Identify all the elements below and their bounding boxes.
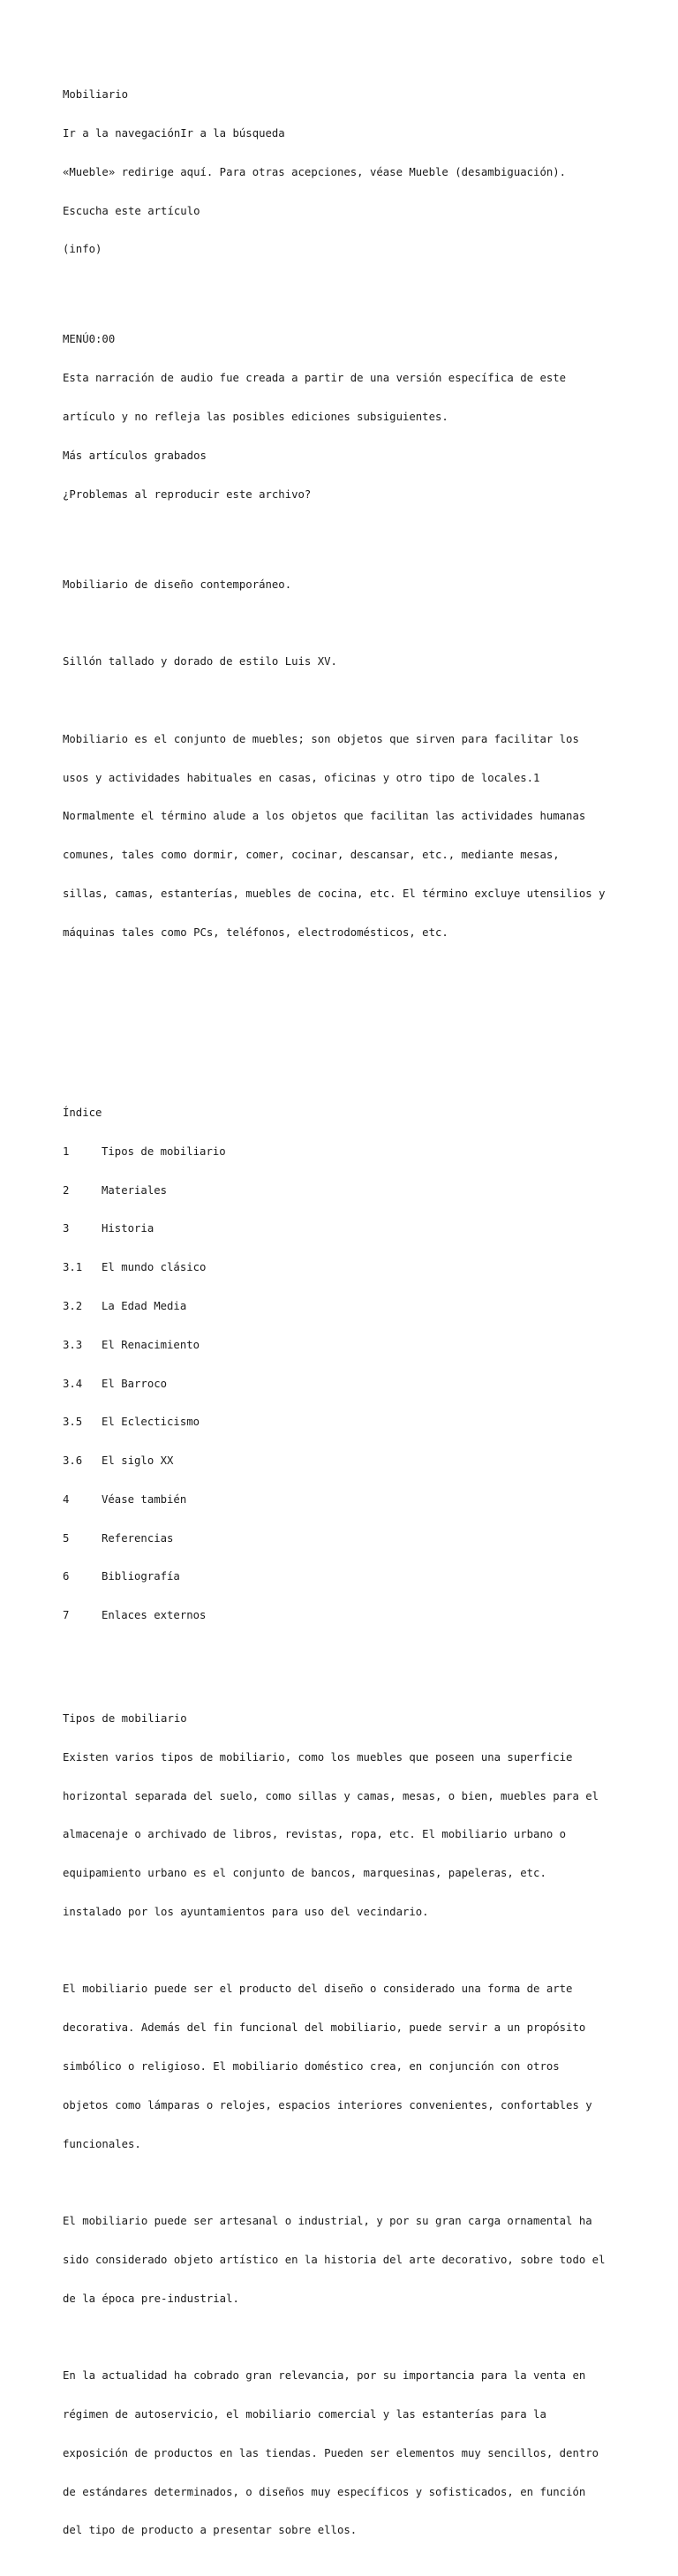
toc-number: 3.1 — [63, 1261, 83, 1274]
toc-number: 3.3 — [63, 1338, 83, 1351]
spacer — [63, 282, 672, 295]
paragraph-line: almacenaje o archivado de libros, revistas, ropa, etc. El mobiliario urbano o — [63, 1828, 567, 1841]
toc-number: 6 — [63, 1570, 70, 1583]
toc-number: 3.6 — [63, 1454, 83, 1468]
more-recorded-link[interactable]: Más artículos grabados — [63, 449, 207, 462]
redirect-note: «Mueble» redirige aquí. Para otras acepciones, véase Mueble (desambiguación). — [63, 165, 567, 178]
spacer — [63, 526, 672, 540]
toc-number: 1 — [63, 1144, 70, 1158]
toc-item[interactable] — [63, 1378, 672, 1391]
toc-label: La Edad Media — [102, 1300, 187, 1312]
spacer — [63, 991, 672, 1004]
toc-item[interactable] — [63, 1261, 672, 1274]
toc-item[interactable] — [63, 1145, 672, 1159]
paragraph-line: equipamiento urbano es el conjunto de bancos, marquesinas, papeleras, etc. — [63, 1867, 546, 1880]
toc-number: 3.4 — [63, 1377, 83, 1390]
paragraph-line: sillas, camas, estanterías, muebles de cocina, etc. El término excluye utensilios y — [63, 888, 606, 900]
spacer — [63, 1945, 672, 1958]
toc-label: El Eclecticismo — [102, 1416, 200, 1429]
spacer — [63, 2176, 672, 2189]
toc-item[interactable] — [63, 1454, 672, 1468]
paragraph-line: máquinas tales como PCs, teléfonos, electrodomésticos, etc. — [63, 925, 448, 939]
image-caption: Sillón tallado y dorado de estilo Luis XV. — [63, 655, 337, 669]
info-link[interactable]: (info) — [63, 243, 102, 256]
spacer — [63, 617, 672, 631]
audio-problems-link[interactable]: ¿Problemas al reproducir este archivo? — [63, 487, 312, 501]
audio-menu-time[interactable]: MENÚ0:00 — [63, 333, 116, 346]
paragraph-line: comunes, tales como dormir, comer, cocinar, descansar, etc., mediante mesas, — [63, 849, 560, 862]
paragraph-line: Existen varios tipos de mobiliario, como los muebles que poseen una superficie — [63, 1750, 573, 1764]
toc-item[interactable] — [63, 1609, 672, 1622]
toc-item[interactable] — [63, 1184, 672, 1197]
paragraph-line: El mobiliario puede ser el producto del diseño o considerado una forma de arte — [63, 1983, 573, 1996]
toc-label: Historia — [102, 1222, 154, 1235]
toc-label: El mundo clásico — [102, 1261, 207, 1274]
toc-label: Materiales — [102, 1183, 168, 1197]
paragraph-line: horizontal separada del suelo, como sillas y camas, mesas, o bien, muebles para el — [63, 1789, 599, 1802]
toc-number: 5 — [63, 1531, 70, 1545]
toc-label: Referencias — [102, 1531, 174, 1545]
audio-note-line: artículo y no refleja las posibles ediciones subsiguientes. — [63, 411, 448, 424]
toc-number: 4 — [63, 1492, 70, 1506]
toc-label: El Barroco — [102, 1377, 168, 1390]
paragraph-line: objetos como lámparas o relojes, espacios interiores convenientes, confortables y — [63, 2098, 592, 2111]
intro-paragraph — [63, 707, 672, 965]
spacer — [63, 1030, 672, 1043]
toc-item[interactable] — [63, 1570, 672, 1583]
toc-label: Enlaces externos — [102, 1609, 207, 1622]
toc-label: Véase también — [102, 1492, 187, 1506]
paragraph-line: sido considerado objeto artístico en la historia del arte decorativo, sobre todo el — [63, 2253, 606, 2266]
toc-item[interactable] — [63, 1339, 672, 1352]
page-title: Mobiliario — [63, 88, 129, 102]
paragraph-line: simbólico o religioso. El mobiliario doméstico crea, en conjunción con otros — [63, 2060, 560, 2074]
document-page — [63, 63, 672, 2576]
paragraph-line: usos y actividades habituales en casas, oficinas y otro tipo de locales.1 — [63, 771, 540, 784]
paragraph-line: Mobiliario es el conjunto de muebles; son objetos que sirven para facilitar los — [63, 732, 579, 745]
toc-label: El Renacimiento — [102, 1338, 200, 1351]
toc-label: Tipos de mobiliario — [102, 1144, 226, 1158]
paragraph-line: de estándares determinados, o diseños muy específicos y sofisticados, en función — [63, 2485, 586, 2498]
spacer — [63, 2331, 672, 2345]
toc-item[interactable] — [63, 1416, 672, 1429]
paragraph-line: instalado por los ayuntamientos para uso del vecindario. — [63, 1905, 429, 1918]
toc-number: 3.5 — [63, 1416, 83, 1429]
paragraph-line: decorativa. Además del fin funcional del mobiliario, puede servir a un propósito — [63, 2021, 586, 2035]
toc-heading: Índice — [63, 1107, 102, 1120]
paragraph-line: El mobiliario puede ser artesanal o industrial, y por su gran carga ornamental ha — [63, 2215, 592, 2228]
paragraph-line: exposición de productos en las tiendas. Pueden ser elementos muy sencillos, dentro — [63, 2446, 599, 2459]
toc-number: 2 — [63, 1183, 70, 1197]
toc-label: Bibliografía — [102, 1570, 180, 1583]
paragraph-line: En la actualidad ha cobrado gran relevancia, por su importancia para la venta en — [63, 2369, 586, 2383]
toc-number: 3 — [63, 1222, 70, 1235]
toc-number: 3.2 — [63, 1300, 83, 1312]
table-of-contents — [63, 1081, 672, 1648]
toc-number: 7 — [63, 1609, 70, 1622]
toc-label: El siglo XX — [102, 1454, 174, 1468]
section-heading: Tipos de mobiliario — [63, 1712, 187, 1725]
audio-note-line: Esta narración de audio fue creada a partir de una versión específica de este — [63, 372, 567, 385]
toc-item[interactable] — [63, 1532, 672, 1545]
image-caption: Mobiliario de diseño contemporáneo. — [63, 578, 292, 591]
skip-links[interactable]: Ir a la navegaciónIr a la búsqueda — [63, 126, 285, 140]
paragraph-line: de la época pre-industrial. — [63, 2292, 239, 2305]
paragraph-line: del tipo de producto a presentar sobre ellos. — [63, 2524, 358, 2537]
paragraph-line: Normalmente el término alude a los objetos que facilitan las actividades humanas — [63, 810, 586, 823]
paragraph-line: régimen de autoservicio, el mobiliario comercial y las estanterías para la — [63, 2408, 546, 2421]
paragraph-line: funcionales. — [63, 2137, 141, 2150]
toc-item[interactable] — [63, 1493, 672, 1507]
section-tipos-de-mobiliario — [63, 1687, 672, 2563]
toc-item[interactable] — [63, 1300, 672, 1313]
listen-link[interactable]: Escucha este artículo — [63, 204, 200, 217]
toc-item[interactable] — [63, 1222, 672, 1235]
